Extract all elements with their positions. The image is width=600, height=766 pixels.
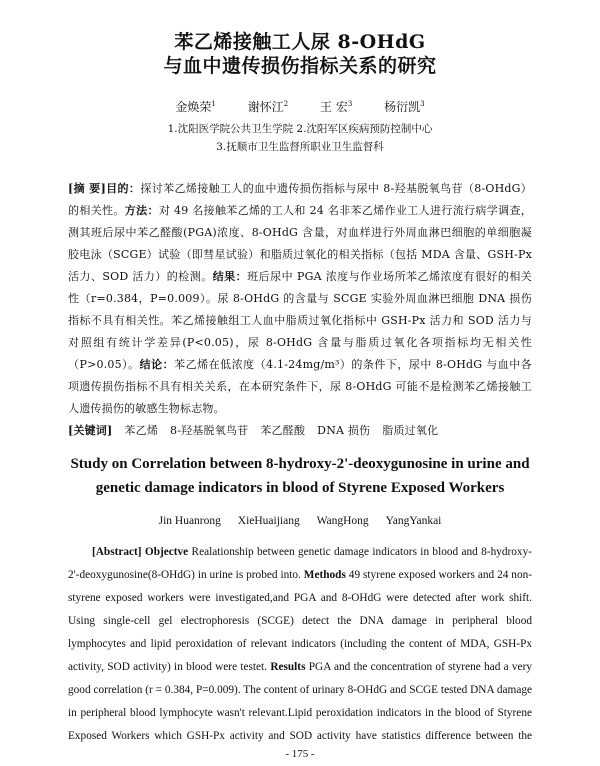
authors-en [0, 515, 600, 527]
abstract-cn-methods-label: 方法： [124, 204, 159, 217]
paper-title-en [0, 452, 600, 500]
author-en: XieHuaijiang [237, 515, 300, 527]
author-cn: 杨衍凯$^3$ [384, 100, 425, 114]
abstract-en-methods: 49 styrene exposed workers and 24 non-styrene exposed workers were investigated,and PGA and 8-OHdG were detected after work shift. Using single-cell gel electrophoresis (SCGE) detect the DNA damage in peripheral blood lymphocytes and lipid peroxidation of relevant indicators (including the content of MDA, GSH-Px activity, SOD activity) in blood were testet. [68, 569, 532, 673]
authors-cn [0, 96, 600, 115]
author-cn: 王 宏$^3$ [320, 100, 353, 114]
abstract-cn-conclusion: 苯乙烯在低浓度（4.1-24mg/m³）的条件下，尿中 8-OHdG 与血中各项遗传损伤指标不具有相关关系，在本研究条件下，尿 8-OHdG 可能不是检测苯乙烯接触工人遗传损伤的敏感生物标志物。 [68, 358, 532, 415]
title-cn-line-1: 苯乙烯接触工人尿 8-OHdG [174, 31, 426, 53]
abstract-en-results-label: Results [270, 661, 306, 673]
abstract-en-results: PGA and the concentration of styrene had a very good correlation (r = 0.384, P=0.009). The content of urinary 8-OHdG and SCGE tested DNA damage in peripheral blood lymphocyte wasn't relevant.Lipid peroxidation indicators in the blood of Styrene Exposed Workers which GSH-Px activity and SOD activity have statistics difference between the [68, 661, 532, 742]
author-en: Jin Huanrong [158, 515, 221, 527]
page-number: - 175 - [285, 748, 315, 760]
affiliations [0, 120, 600, 156]
abstract-en-objective-label: Objectve [144, 546, 189, 558]
keywords-cn-label: [关键词] [68, 424, 113, 437]
abstract-cn [68, 178, 532, 442]
author-cn: 金焕荣$^1$ [175, 100, 216, 114]
keyword-cn: DNA 损伤 [317, 424, 371, 437]
abstract-en [68, 541, 532, 746]
abstract-en-methods-label: Methods [303, 569, 346, 581]
abstract-cn-conclusion-label: 结论： [139, 358, 175, 371]
abstract-cn-label: [摘 要]目的： [68, 182, 141, 195]
author-en: WangHong [316, 515, 369, 527]
keyword-cn: 脂质过氧化 [382, 424, 439, 437]
title-en-line-2: genetic damage indicators in blood of Styrene Exposed Workers [95, 480, 505, 496]
keyword-cn: 8-羟基脱氧鸟苷 [170, 424, 249, 437]
abstract-cn-results: 班后尿中 PGA 浓度与作业场所苯乙烯浓度有很好的相关性（r=0.384，P=0.009）。尿 8-OHdG 的含量与 SCGE 实验外周血淋巴细胞 DNA 损伤指标不具有相关性。苯乙烯接触组工人血中脂质过氧化指标中 GSH-Px 活力和 SOD 活力与对照组有统计学差异(P<0.05)，尿 8-OHdG 含量与脂质过氧化各项指标均无相关性（P>0.05）。 [68, 270, 532, 371]
title-cn-line-2: 与血中遗传损伤指标关系的研究 [163, 55, 437, 77]
keyword-cn: 苯乙醛酸 [260, 424, 306, 437]
abstract-en-objective: Realationship between genetic damage indicators in blood and 8-hydroxy-2'-deoxygunosine(8-OHdG) in urine is probed into. [68, 546, 532, 581]
affiliation-line-2: 3.抚顺市卫生监督所职业卫生监督科 [216, 141, 384, 153]
keywords-cn [68, 420, 532, 442]
author-cn: 谢怀江$^2$ [247, 100, 289, 114]
abstract-en-label: [Abstract] [92, 546, 142, 558]
abstract-cn-methods: 对 49 名接触苯乙烯的工人和 24 名非苯乙烯作业工人进行流行病学调查，测其班后尿中苯乙醛酸(PGA)浓度、8-OHdG 含量，对血样进行外周血淋巴细胞的单细胞凝胶电泳（SCGE）试验（即彗星试验）和脂质过氧化的相关指标（包括 MDA 含量、GSH-Px 活力、SOD 活力）的检测。 [68, 204, 532, 283]
keyword-cn: 苯乙烯 [124, 424, 159, 437]
affiliation-line-1: 1.沈阳医学院公共卫生学院 2.沈阳军区疾病预防控制中心 [167, 123, 433, 135]
title-en-line-1: Study on Correlation between 8-hydroxy-2'-deoxygunosine in urine and [70, 456, 530, 472]
paper-title-cn [0, 30, 600, 78]
abstract-cn-results-label: 结果： [212, 270, 248, 283]
abstract-cn-objective: 探讨苯乙烯接触工人的血中遗传损伤指标与尿中 8-羟基脱氧鸟苷（8-OHdG）的相关性。 [68, 182, 533, 217]
author-en: YangYankai [385, 515, 442, 527]
